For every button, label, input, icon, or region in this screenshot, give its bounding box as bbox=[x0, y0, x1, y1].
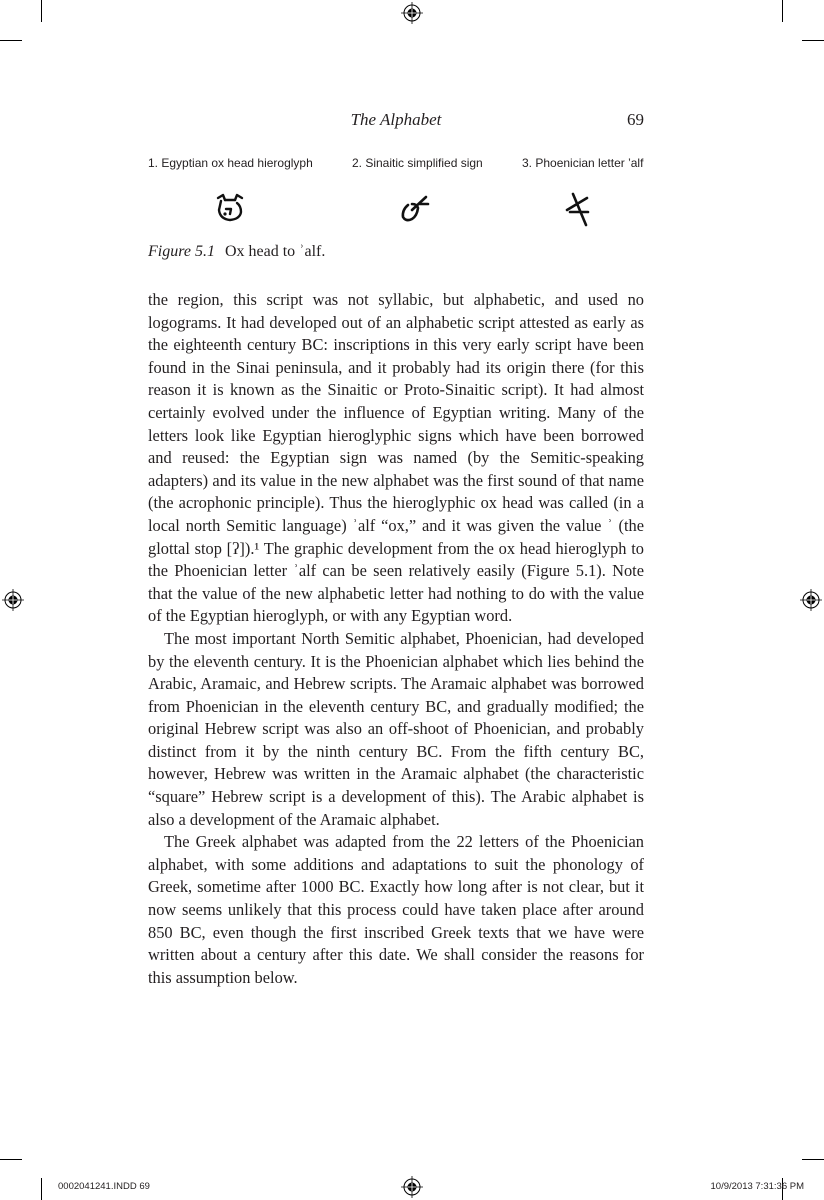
figure-label-phoenician: 3. Phoenician letter ’alf bbox=[522, 156, 644, 170]
crop-mark bbox=[41, 0, 42, 22]
sinaitic-ox-sign-icon bbox=[398, 194, 432, 224]
running-head-title: The Alphabet bbox=[350, 110, 442, 129]
phoenician-alf-icon bbox=[562, 190, 592, 228]
page-number: 69 bbox=[627, 110, 644, 129]
figure-label-egyptian: 1. Egyptian ox head hieroglyph bbox=[148, 156, 313, 170]
figure-caption bbox=[148, 243, 325, 261]
registration-mark-icon bbox=[2, 589, 24, 611]
registration-mark-icon bbox=[401, 2, 423, 24]
registration-mark-icon bbox=[401, 1176, 423, 1198]
crop-mark bbox=[802, 1159, 824, 1160]
running-head bbox=[148, 110, 644, 132]
slug-file: 0002041241.INDD 69 bbox=[58, 1181, 150, 1192]
crop-mark bbox=[782, 0, 783, 22]
body-text bbox=[148, 289, 644, 989]
crop-mark bbox=[802, 40, 824, 41]
ox-head-hieroglyph-icon bbox=[215, 192, 245, 224]
paragraph: the region, this script was not syllabic, but alphabetic, and used no logograms. It had developed out of an alphabetic script attested as early as the eighteenth century BC: inscriptions in this very early script have been found in the Sinai peninsula, and it probably had its origin there (for this reason it is known as the Sinaitic or Proto-Sinaitic script). It had almost certainly evolved under the influence of Egyptian writing. Many of the letters look like Egyptian hieroglyphic signs which have been borrowed and reused: the Egyptian sign was named (by the Semitic-speaking adapters) and its value in the new alphabet was the first sound of that name (the acrophonic principle). Thus the hieroglyphic ox head was called (in a local north Semitic language) ʾalf “ox,” and it was given the value ʾ (the glottal stop [ʔ]).¹ The graphic development from the ox head hieroglyph to the Phoenician letter ʾalf can be seen relatively easily (Figure 5.1). Note that the value of the new alphabetic letter had nothing to do with the value of the Egyptian hieroglyph, or with any Egyptian word. bbox=[148, 290, 644, 626]
paragraph: The Greek alphabet was adapted from the 22 letters of the Phoenician alphabet, with some additions and adaptations to suit the phonology of Greek, sometime after 1000 BC. Exactly how long after is not clear, but it now seems unlikely that this process could have taken place after around 850 BC, even though the first inscribed Greek texts that we have were written about a century after this date. We shall consider the reasons for this assumption below. bbox=[148, 832, 644, 987]
registration-mark-icon bbox=[800, 589, 822, 611]
crop-mark bbox=[0, 40, 22, 41]
figure-label-sinaitic: 2. Sinaitic simplified sign bbox=[352, 156, 483, 170]
figure-caption-text: Ox head to ʾalf. bbox=[224, 243, 326, 260]
slug-timestamp: 10/9/2013 7:31:36 PM bbox=[710, 1181, 804, 1192]
crop-mark bbox=[0, 1159, 22, 1160]
figure-caption-label: Figure 5.1 bbox=[148, 243, 215, 260]
crop-mark bbox=[41, 1178, 42, 1200]
paragraph: The most important North Semitic alphabet, Phoenician, had developed by the eleventh century. It is the Phoenician alphabet which lies behind the Arabic, Aramaic, and Hebrew scripts. The Aramaic alphabet was borrowed from Phoenician in the eleventh century BC, and gradually modified; the original Hebrew script was also an off-shoot of Phoenician, and probably distinct from it by the ninth century BC. From the fifth century BC, however, Hebrew was written in the Aramaic alphabet (the characteristic “square” Hebrew script is a development of this). The Arabic alphabet is also a development of the Aramaic alphabet. bbox=[148, 628, 644, 829]
